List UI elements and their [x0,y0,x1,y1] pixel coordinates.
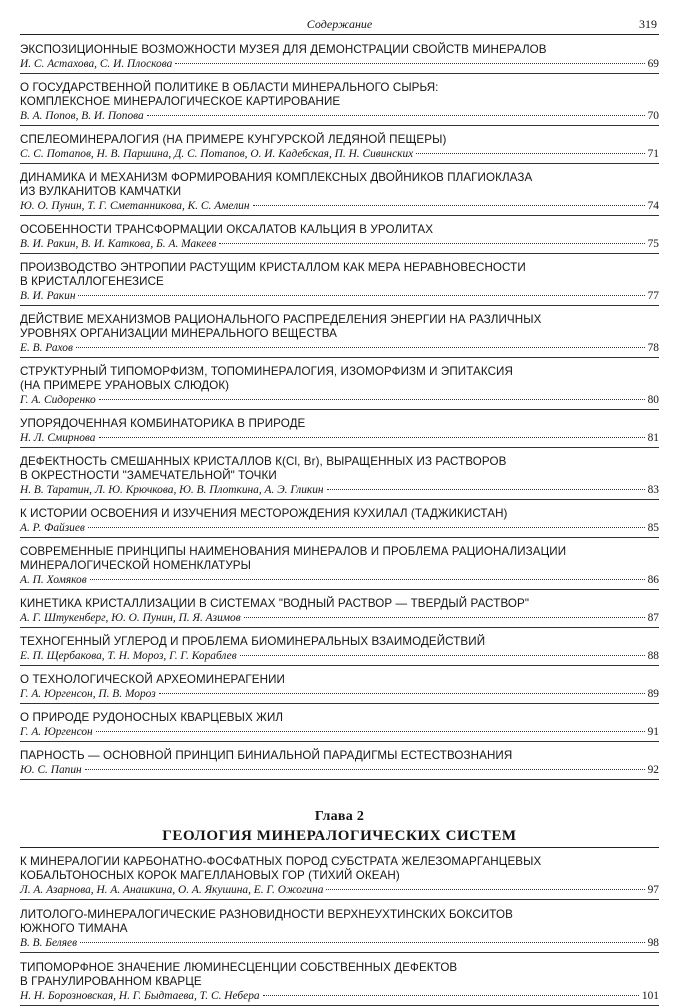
toc-entry [20,545,659,590]
toc-entry [20,171,659,216]
entry-byline [20,58,659,71]
entry-title-line: КИНЕТИКА КРИСТАЛЛИЗАЦИИ В СИСТЕМАХ "ВОДНЫЙ РАСТВОР — ТВЕРДЫЙ РАСТВОР" [20,597,530,610]
entry-title-line: КОБАЛЬТОНОСНЫХ КОРОК МАГЕЛЛАНОВЫХ ГОР (ТИХИЙ ОКЕАН) [20,869,400,882]
running-title: Содержание [306,17,373,31]
entry-title-line: ПРОИЗВОДСТВО ЭНТРОПИИ РАСТУЩИМ КРИСТАЛЛОМ КАК МЕРА НЕРАВНОВЕСНОСТИ [20,261,526,274]
entry-title-line: О ГОСУДАРСТВЕННОЙ ПОЛИТИКЕ В ОБЛАСТИ МИНЕРАЛЬНОГО СЫРЬЯ: [20,81,439,94]
entry-title [20,961,659,989]
page-number: 319 [639,17,657,31]
entry-title-line: СТРУКТУРНЫЙ ТИПОМОРФИЗМ, ТОПОМИНЕРАЛОГИЯ, ИЗОМОРФИЗМ И ЭПИТАКСИЯ [20,365,513,378]
toc-entry [20,507,659,538]
entry-title [20,507,659,521]
toc-entry [20,313,659,358]
entry-title-line: ДЕФЕКТНОСТЬ СМЕШАННЫХ КРИСТАЛЛОВ К(Cl, Br), ВЫРАЩЕННЫХ ИЗ РАСТВОРОВ [20,455,507,468]
entry-title-line: ИЗ ВУЛКАНИТОВ КАМЧАТКИ [20,185,182,198]
entry-page-number: 83 [647,484,659,496]
entry-title-line: СПЕЛЕОМИНЕРАЛОГИЯ (НА ПРИМЕРЕ КУНГУРСКОЙ ЛЕДЯНОЙ ПЕЩЕРЫ) [20,133,447,146]
entry-page-number: 77 [647,290,659,302]
toc-entry [20,365,659,410]
entry-authors: В. И. Ракин [20,290,76,302]
entry-byline [20,884,659,897]
toc-entry [20,749,659,780]
entry-title-line: СОВРЕМЕННЫЕ ПРИНЦИПЫ НАИМЕНОВАНИЯ МИНЕРАЛОВ И ПРОБЛЕМА РАЦИОНАЛИЗАЦИИ [20,545,567,558]
entry-authors: А. П. Хомяков [20,574,87,586]
entry-byline [20,148,659,161]
entry-title [20,171,659,199]
entry-page-number: 85 [647,522,659,534]
entry-title [20,711,659,725]
entry-page-number: 91 [647,726,659,738]
entry-title [20,365,659,393]
entry-page-number: 97 [647,884,659,896]
entry-title-line: УПОРЯДОЧЕННАЯ КОМБИНАТОРИКА В ПРИРОДЕ [20,417,306,430]
dot-leader [90,579,645,580]
entry-byline [20,574,659,587]
entry-authors: В. В. Беляев [20,937,78,949]
entry-authors: В. А. Попов, В. И. Попова [20,110,144,122]
entry-authors: А. Р. Файзиев [20,522,85,534]
entry-page-number: 98 [647,937,659,949]
toc-page [20,14,659,1006]
entry-authors: Н. В. Таратин, Л. Ю. Крючкова, Ю. В. Плоткина, А. Э. Гликин [20,484,324,496]
entry-title [20,81,659,109]
dot-leader [175,63,644,64]
entry-title-line: ДЕЙСТВИЕ МЕХАНИЗМОВ РАЦИОНАЛЬНОГО РАСПРЕДЕЛЕНИЯ ЭНЕРГИИ НА РАЗЛИЧНЫХ [20,313,542,326]
chapter-title: ГЕОЛОГИЯ МИНЕРАЛОГИЧЕСКИХ СИСТЕМ [20,828,659,848]
dot-leader [76,347,645,348]
toc-entry [20,261,659,306]
toc-entry [20,961,659,1006]
dot-leader [416,153,644,154]
entry-authors: Г. А. Юргенсон, П. В. Мороз [20,688,156,700]
entry-byline [20,200,659,213]
entry-byline [20,290,659,303]
entry-byline [20,238,659,251]
entry-title-line: (НА ПРИМЕРЕ УРАНОВЫХ СЛЮДОК) [20,379,230,392]
entry-title-line: ТЕХНОГЕННЫЙ УГЛЕРОД И ПРОБЛЕМА БИОМИНЕРАЛЬНЫХ ВЗАИМОДЕЙСТВИЙ [20,635,486,648]
toc-entry [20,417,659,448]
entry-authors: Ю. О. Пунин, Т. Г. Сметанникова, К. С. Амелин [20,200,250,212]
entry-title-line: КОМПЛЕКСНОЕ МИНЕРАЛОГИЧЕСКОЕ КАРТИРОВАНИЕ [20,95,341,108]
dot-leader [99,399,645,400]
entry-authors: А. Г. Штукенберг, Ю. О. Пунин, П. Я. Азимов [20,612,241,624]
dot-leader [78,295,644,296]
dot-leader [80,942,645,943]
entry-page-number: 80 [647,394,659,406]
toc-entries-chapter-1 [20,43,659,780]
toc-entry [20,455,659,500]
dot-leader [99,437,645,438]
toc-entry [20,855,659,900]
entry-page-number: 78 [647,342,659,354]
entry-page-number: 75 [647,238,659,250]
entry-title-line: ЛИТОЛОГО-МИНЕРАЛОГИЧЕСКИЕ РАЗНОВИДНОСТИ ВЕРХНЕУХТИНСКИХ БОКСИТОВ [20,908,513,921]
entry-title-line: К МИНЕРАЛОГИИ КАРБОНАТНО-ФОСФАТНЫХ ПОРОД СУБСТРАТА ЖЕЛЕЗОМАРГАНЦЕВЫХ [20,855,542,868]
entry-page-number: 92 [647,764,659,776]
toc-entry [20,673,659,704]
entry-title-line: ЮЖНОГО ТИМАНА [20,922,128,935]
entry-title-line: В ОКРЕСТНОСТИ "ЗАМЕЧАТЕЛЬНОЙ" ТОЧКИ [20,469,277,482]
entry-byline [20,650,659,663]
entry-page-number: 88 [647,650,659,662]
entry-page-number: 87 [647,612,659,624]
entry-byline [20,522,659,535]
entry-byline [20,342,659,355]
entry-byline [20,990,659,1003]
toc-entry [20,43,659,74]
entry-byline [20,394,659,407]
chapter-heading [20,809,659,848]
chapter-number: Глава 2 [314,809,365,824]
entry-page-number: 74 [647,200,659,212]
entry-authors: Е. П. Щербакова, Т. Н. Мороз, Г. Г. Кораблев [20,650,237,662]
entry-byline [20,612,659,625]
toc-entry [20,711,659,742]
dot-leader [85,769,645,770]
entry-authors: Л. А. Азарнова, Н. А. Анашкина, О. А. Якушина, Е. Г. Ожогина [20,884,324,896]
entry-authors: Г. А. Юргенсон [20,726,93,738]
entry-byline [20,726,659,739]
entry-title [20,673,659,687]
entry-byline [20,688,659,701]
entry-title [20,635,659,649]
entry-page-number: 69 [647,58,659,70]
entry-authors: И. С. Астахова, С. И. Плоскова [20,58,173,70]
entry-title-line: МИНЕРАЛОГИЧЕСКОЙ НОМЕНКЛАТУРЫ [20,559,251,572]
dot-leader [159,693,645,694]
entry-title [20,43,659,57]
entry-authors: Н. Л. Смирнова [20,432,96,444]
dot-leader [147,115,645,116]
toc-entry [20,635,659,666]
entry-title-line: О ТЕХНОЛОГИЧЕСКОЙ АРХЕОМИНЕРАГЕНИИ [20,673,285,686]
running-header [20,14,659,35]
entry-title-line: ТИПОМОРФНОЕ ЗНАЧЕНИЕ ЛЮМИНЕСЦЕНЦИИ СОБСТВЕННЫХ ДЕФЕКТОВ [20,961,458,974]
entry-title-line: О ПРИРОДЕ РУДОНОСНЫХ КВАРЦЕВЫХ ЖИЛ [20,711,284,724]
entry-page-number: 86 [647,574,659,586]
dot-leader [244,617,645,618]
entry-title-line: ОСОБЕННОСТИ ТРАНСФОРМАЦИИ ОКСАЛАТОВ КАЛЬЦИЯ В УРОЛИТАХ [20,223,434,236]
entry-title [20,223,659,237]
entry-title [20,133,659,147]
entry-title-line: ПАРНОСТЬ — ОСНОВНОЙ ПРИНЦИП БИНИАЛЬНОЙ ПАРАДИГМЫ ЕСТЕСТВОЗНАНИЯ [20,749,513,762]
entry-authors: В. И. Ракин, В. И. Каткова, Б. А. Макеев [20,238,217,250]
toc-entry [20,223,659,254]
entry-title [20,261,659,289]
entry-page-number: 70 [647,110,659,122]
entry-byline [20,937,659,950]
entry-title [20,417,659,431]
entry-title-line: В ГРАНУЛИРОВАННОМ КВАРЦЕ [20,975,202,988]
dot-leader [326,889,644,890]
toc-entry [20,81,659,126]
toc-entries-chapter-2 [20,855,659,1006]
entry-authors: Н. Н. Борозновская, Н. Г. Быдтаева, Т. С. Небера [20,990,260,1002]
entry-byline [20,110,659,123]
toc-entry [20,133,659,164]
entry-page-number: 81 [647,432,659,444]
dot-leader [253,205,645,206]
dot-leader [327,489,645,490]
entry-title-line: В КРИСТАЛЛОГЕНЕЗИСЕ [20,275,164,288]
entry-title [20,597,659,611]
entry-authors: С. С. Потапов, Н. В. Паршина, Д. С. Потапов, О. И. Кадебская, П. Н. Сивинских [20,148,414,160]
dot-leader [96,731,645,732]
entry-page-number: 71 [647,148,659,160]
entry-page-number: 101 [641,990,659,1002]
entry-page-number: 89 [647,688,659,700]
entry-title-line: ДИНАМИКА И МЕХАНИЗМ ФОРМИРОВАНИЯ КОМПЛЕКСНЫХ ДВОЙНИКОВ ПЛАГИОКЛАЗА [20,171,533,184]
toc-entry [20,597,659,628]
toc-entry [20,908,659,953]
entry-authors: Ю. С. Папин [20,764,82,776]
dot-leader [219,243,644,244]
entry-authors: Е. В. Рахов [20,342,73,354]
entry-title [20,855,659,883]
entry-title [20,313,659,341]
entry-title-line: УРОВНЯХ ОРГАНИЗАЦИИ МИНЕРАЛЬНОГО ВЕЩЕСТВА [20,327,338,340]
dot-leader [263,995,639,996]
entry-title [20,545,659,573]
dot-leader [88,527,645,528]
entry-byline [20,764,659,777]
dot-leader [240,655,645,656]
entry-title [20,455,659,483]
entry-title-line: ЭКСПОЗИЦИОННЫЕ ВОЗМОЖНОСТИ МУЗЕЯ ДЛЯ ДЕМОНСТРАЦИИ СВОЙСТВ МИНЕРАЛОВ [20,43,547,56]
entry-authors: Г. А. Сидоренко [20,394,96,406]
entry-title [20,908,659,936]
entry-byline [20,432,659,445]
entry-byline [20,484,659,497]
entry-title [20,749,659,763]
entry-title-line: К ИСТОРИИ ОСВОЕНИЯ И ИЗУЧЕНИЯ МЕСТОРОЖДЕНИЯ КУХИЛАЛ (ТАДЖИКИСТАН) [20,507,508,520]
